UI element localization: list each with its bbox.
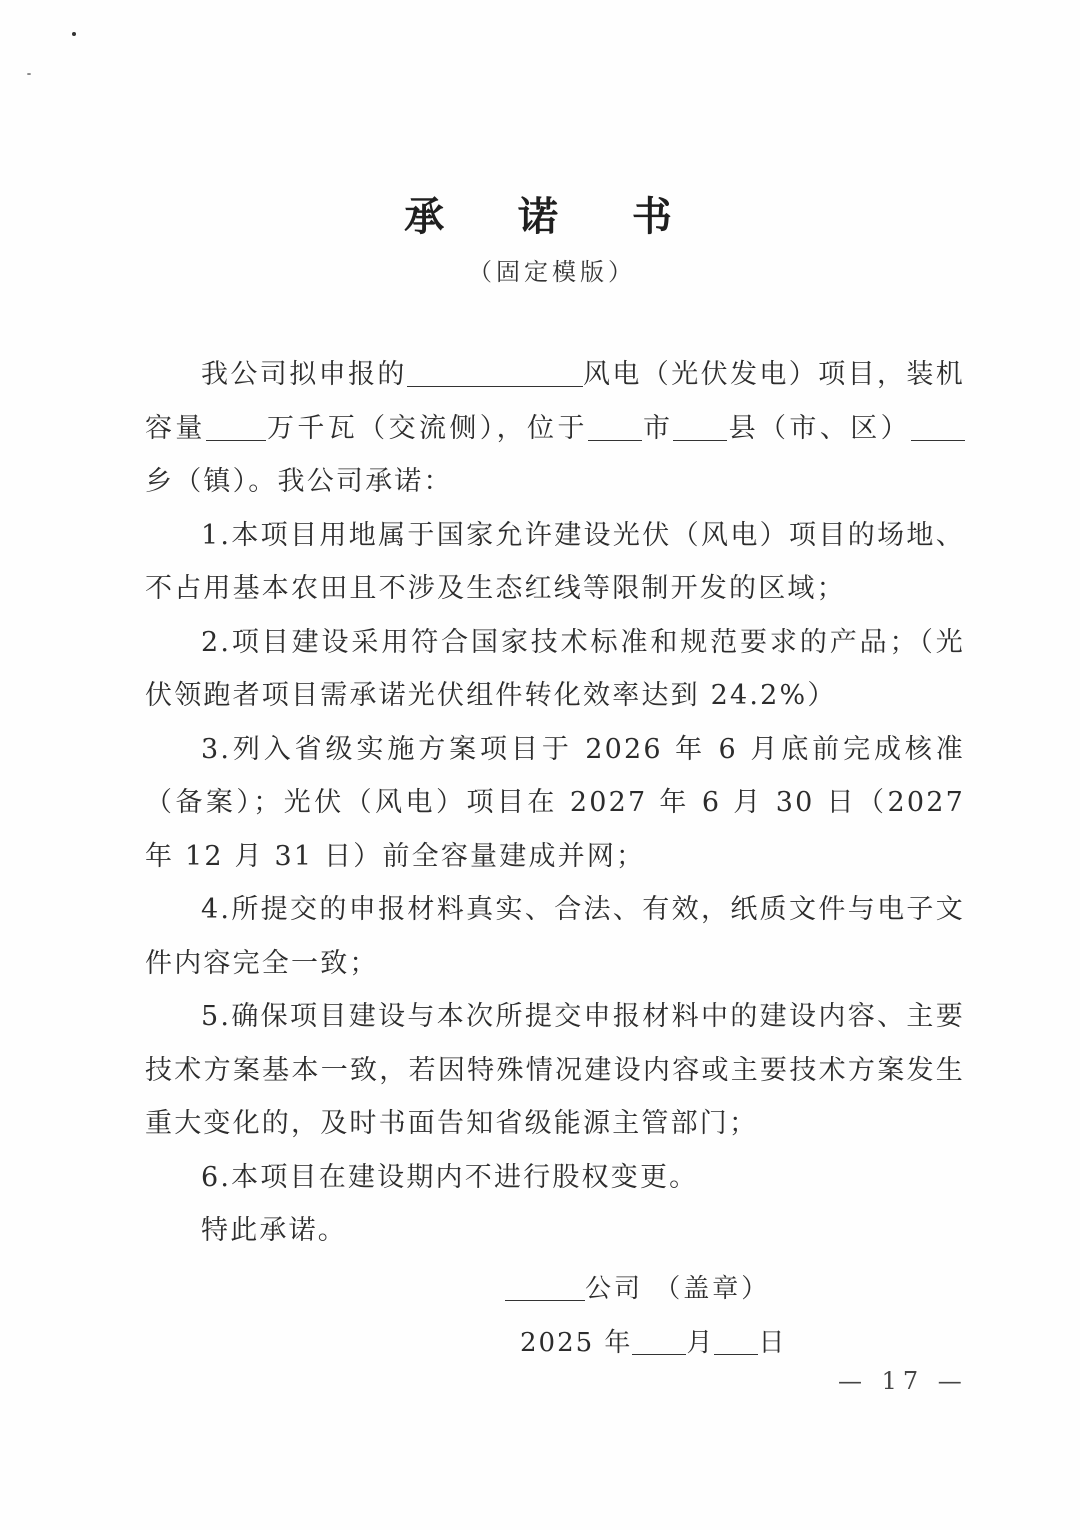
commitment-item-3: 3.列入省级实施方案项目于 2026 年 6 月底前完成核准（备案）；光伏（风电）项目在 2027 年 6 月 30 日（2027 年 12 月 31 日）前全容量建成并网； — [145, 733, 965, 872]
intro-text: 县（市、区） — [727, 412, 912, 444]
intro-text: 市 — [641, 412, 674, 444]
day-blank — [714, 1324, 758, 1355]
commitment-item-4: 4.所提交的申报材料真实、合法、有效，纸质文件与电子文件内容完全一致； — [145, 894, 965, 979]
month-blank — [632, 1324, 686, 1355]
seal-label: （盖章） — [654, 1274, 771, 1304]
signature-line — [505, 1268, 770, 1305]
project-name-blank — [407, 356, 583, 387]
document-title: 承 诺 书 — [404, 193, 702, 240]
scan-speck — [27, 73, 31, 75]
month-label: 月 — [686, 1328, 715, 1358]
document-body — [145, 348, 965, 1258]
company-name-blank — [505, 1270, 585, 1301]
capacity-blank — [206, 410, 266, 441]
commitment-item-2: 2.项目建设采用符合国家技术标准和规范要求的产品；（光伏领跑者项目需承诺光伏组件转化效率达到 24.2%） — [145, 626, 965, 711]
intro-text: 风电（光伏发电）项目，装机容量 — [145, 359, 965, 444]
intro-text: 万千瓦（交流侧），位于 — [265, 412, 588, 444]
document-subtitle: （固定模版） — [468, 258, 636, 286]
date-year: 2025 年 — [520, 1328, 633, 1358]
day-label: 日 — [758, 1328, 787, 1358]
city-blank — [588, 410, 642, 441]
town-blank — [911, 410, 965, 441]
date-line — [520, 1322, 786, 1359]
intro-text: 我公司拟申报的 — [201, 359, 407, 390]
commitment-item-5: 5.确保项目建设与本次所提交申报材料中的建设内容、主要技术方案基本一致，若因特殊情况建设内容或主要技术方案发生重大变化的，及时书面告知省级能源主管部门； — [145, 1001, 965, 1139]
commitment-item-6: 6.本项目在建设期内不进行股权变更。 — [201, 1161, 699, 1193]
intro-paragraph — [145, 348, 965, 509]
county-blank — [673, 410, 727, 441]
company-label: 公司 — [585, 1274, 644, 1304]
closing-statement: 特此承诺。 — [201, 1215, 347, 1246]
commitment-item-1: 1.本项目用地属于国家允许建设光伏（风电）项目的场地、不占用基本农田且不涉及生态红线等限制开发的区域； — [145, 519, 965, 604]
intro-text: 乡（镇）。我公司承诺： — [145, 466, 453, 497]
page-number: — 17 — — [838, 1367, 968, 1395]
scan-speck — [72, 32, 76, 36]
